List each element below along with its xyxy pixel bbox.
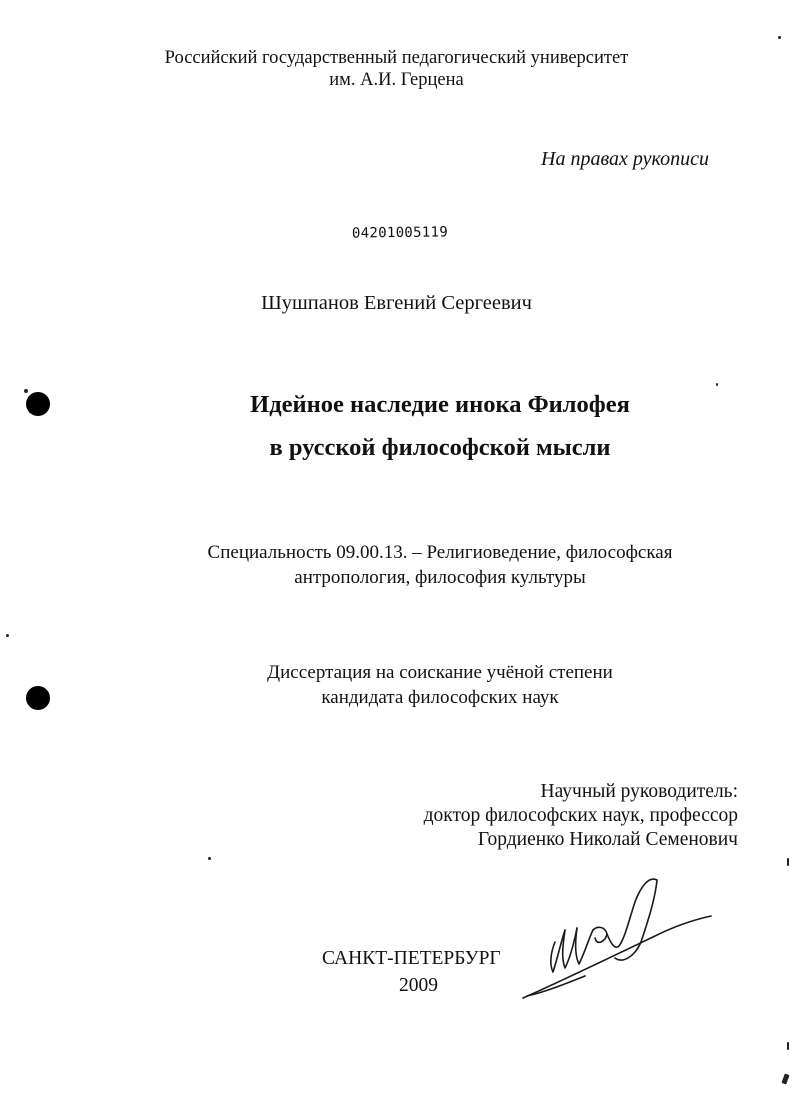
advisor-block bbox=[424, 780, 738, 852]
specialty-line-2: антропология, философия культуры bbox=[294, 567, 586, 588]
university-name: Российский государственный педагогический университет bbox=[164, 48, 629, 68]
scan-speck bbox=[787, 1042, 789, 1050]
university-dedication: им. А.И. Герцена bbox=[329, 70, 464, 90]
scan-speck bbox=[716, 383, 718, 386]
scan-speck bbox=[781, 1073, 789, 1084]
title-line-2: в русской философской мысли bbox=[269, 434, 611, 461]
author-name: Шушпанов Евгений Сергеевич bbox=[261, 292, 532, 314]
scan-speck bbox=[24, 389, 28, 393]
signature-image bbox=[515, 872, 715, 1004]
scan-speck bbox=[778, 36, 781, 39]
specialty-line-1: Специальность 09.00.13. – Религиоведение, философская bbox=[207, 542, 673, 563]
advisor-label: Научный руководитель: bbox=[540, 781, 738, 802]
manuscript-rights-note: На правах рукописи bbox=[541, 148, 709, 170]
catalog-code: 04201005119 bbox=[351, 224, 449, 242]
punch-hole bbox=[26, 392, 50, 416]
dissertation-line-2: кандидата философских наук bbox=[321, 687, 559, 708]
specialty-block bbox=[0, 540, 793, 590]
scan-speck bbox=[208, 857, 211, 860]
dissertation-line-1: Диссертация на соискание учёной степени bbox=[267, 662, 613, 683]
advisor-degree: доктор философских наук, профессор bbox=[423, 805, 738, 826]
scan-speck bbox=[787, 858, 789, 866]
year: 2009 bbox=[399, 975, 438, 996]
city: САНКТ-ПЕТЕРБУРГ bbox=[322, 948, 501, 969]
university-header bbox=[0, 47, 793, 91]
scan-speck bbox=[6, 634, 9, 637]
advisor-name: Гордиенко Николай Семенович bbox=[477, 829, 738, 850]
punch-hole bbox=[26, 686, 50, 710]
title-line-1: Идейное наследие инока Филофея bbox=[250, 391, 630, 418]
dissertation-block bbox=[0, 660, 793, 710]
